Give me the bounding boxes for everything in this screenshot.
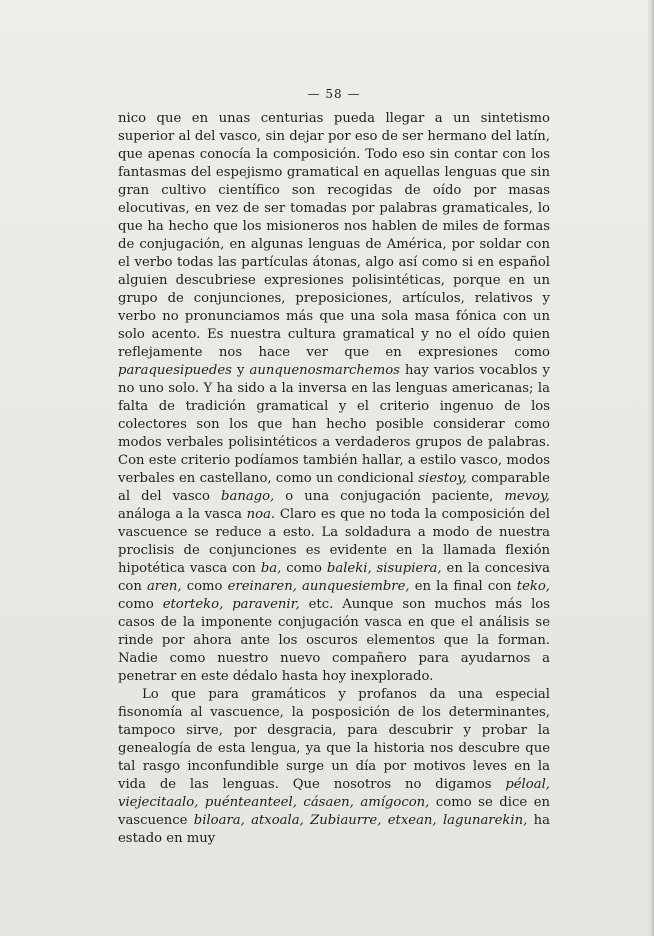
italic-term: aunquenosmarchemos (249, 363, 400, 378)
italic-term: biloara, atxoala, Zubiaurre, etxean, lagunarekin, (193, 813, 528, 828)
italic-term: banago, (221, 489, 275, 504)
text-run: como (118, 597, 163, 612)
text-run: ha estado en muy (118, 813, 550, 846)
italic-term: mevoy, (504, 489, 550, 504)
italic-term: ereinaren, aunquesiembre, (227, 579, 410, 594)
italic-term: baleki, sisupiera, (326, 561, 442, 576)
paragraph (118, 686, 550, 848)
text-run: en la concesiva con (118, 561, 550, 594)
italic-term: teko, (516, 579, 550, 594)
text-run: como se dice en vascuence (118, 795, 550, 828)
text-run: como (281, 561, 327, 576)
italic-term: noa. (246, 507, 276, 522)
page-edge (648, 0, 654, 936)
paragraph (118, 110, 550, 686)
italic-term: aren, (146, 579, 182, 594)
text-run: Claro es que no toda la composición del vascuence se reduce a esto. La soldadura a modo de nuestra proclisis de conjunciones es evidente en la llamada flexión hipotética vasca con (118, 507, 550, 576)
body-text (118, 110, 550, 848)
text-run: hay varios vocablos y no uno solo. Y ha sido a la inversa en las lenguas americanas; la falta de tradición gramatical y el criterio ingenuo de los colectores son los que han hecho posible considerar como modos verbales polisintéticos a verdaderos grupos de palabras. Con este criterio podíamos también hallar, a estilo vasco, modos verbales en castellano, como un condicional (118, 363, 550, 486)
text-run: etc. Aunque son muchos más los casos de la imponente conjugación vasca en que el análisis se rinde por ahora ante los oscuros elementos que la forman. Nadie como nuestro nuevo compañero para ayudarnos a penetrar en este dédalo hasta hoy inexplorado. (118, 597, 550, 684)
italic-term: paraquesipuedes (118, 363, 232, 378)
italic-term: etorteko, paravenir, (162, 597, 300, 612)
italic-term: ba, (260, 561, 282, 576)
text-run: en la final con (409, 579, 517, 594)
italic-term: péloal, viejecitaalo, puénteanteel, cásaen, amígocon, (118, 777, 550, 810)
text-run: o una conjugación paciente, (274, 489, 505, 504)
text-run: nico que en unas centurias pueda llegar a un sintetismo superior al del vasco, sin dejar por eso de ser hermano del latín, que apenas conocía la composición. Todo eso sin contar con los fantasmas del espejismo gramatical en aquellas lenguas que sin gran cultivo científico son recogidas de oído por masas elocutivas, en vez de ser tomadas por palabras gramaticales, lo que ha hecho que los misioneros nos hablen de miles de formas de conjugación, en algunas lenguas de América, por soldar con el verbo todas las partículas átonas, algo así como si en español alguien descubriese expresiones polisintéticas, porque en un grupo de conjunciones, preposiciones, artículos, relativos y verbo no pronunciamos más que una sola masa fónica con un solo acento. Es nuestra cultura gramatical y no el oído quien reflejamente nos hace ver que en expresiones como (118, 111, 550, 360)
text-run: análoga a la vasca (118, 507, 247, 522)
text-run: comparable al del vasco (118, 471, 550, 504)
italic-term: siestoy, (418, 471, 467, 486)
text-run: Lo que para gramáticos y profanos da una especial fisonomía al vascuence, la posposición de los determinantes, tampoco sirve, por desgracia, para descubrir y probar la genealogía de esta lengua, ya que la historia nos descubre que tal rasgo inconfundible surge un día por motivos leves en la vida de las lenguas. Que nosotros no digamos (118, 687, 550, 792)
page-number (0, 86, 654, 102)
text-run: como (181, 579, 228, 594)
text-run: y (231, 363, 250, 378)
page-number-text: — 58 — (307, 87, 361, 101)
